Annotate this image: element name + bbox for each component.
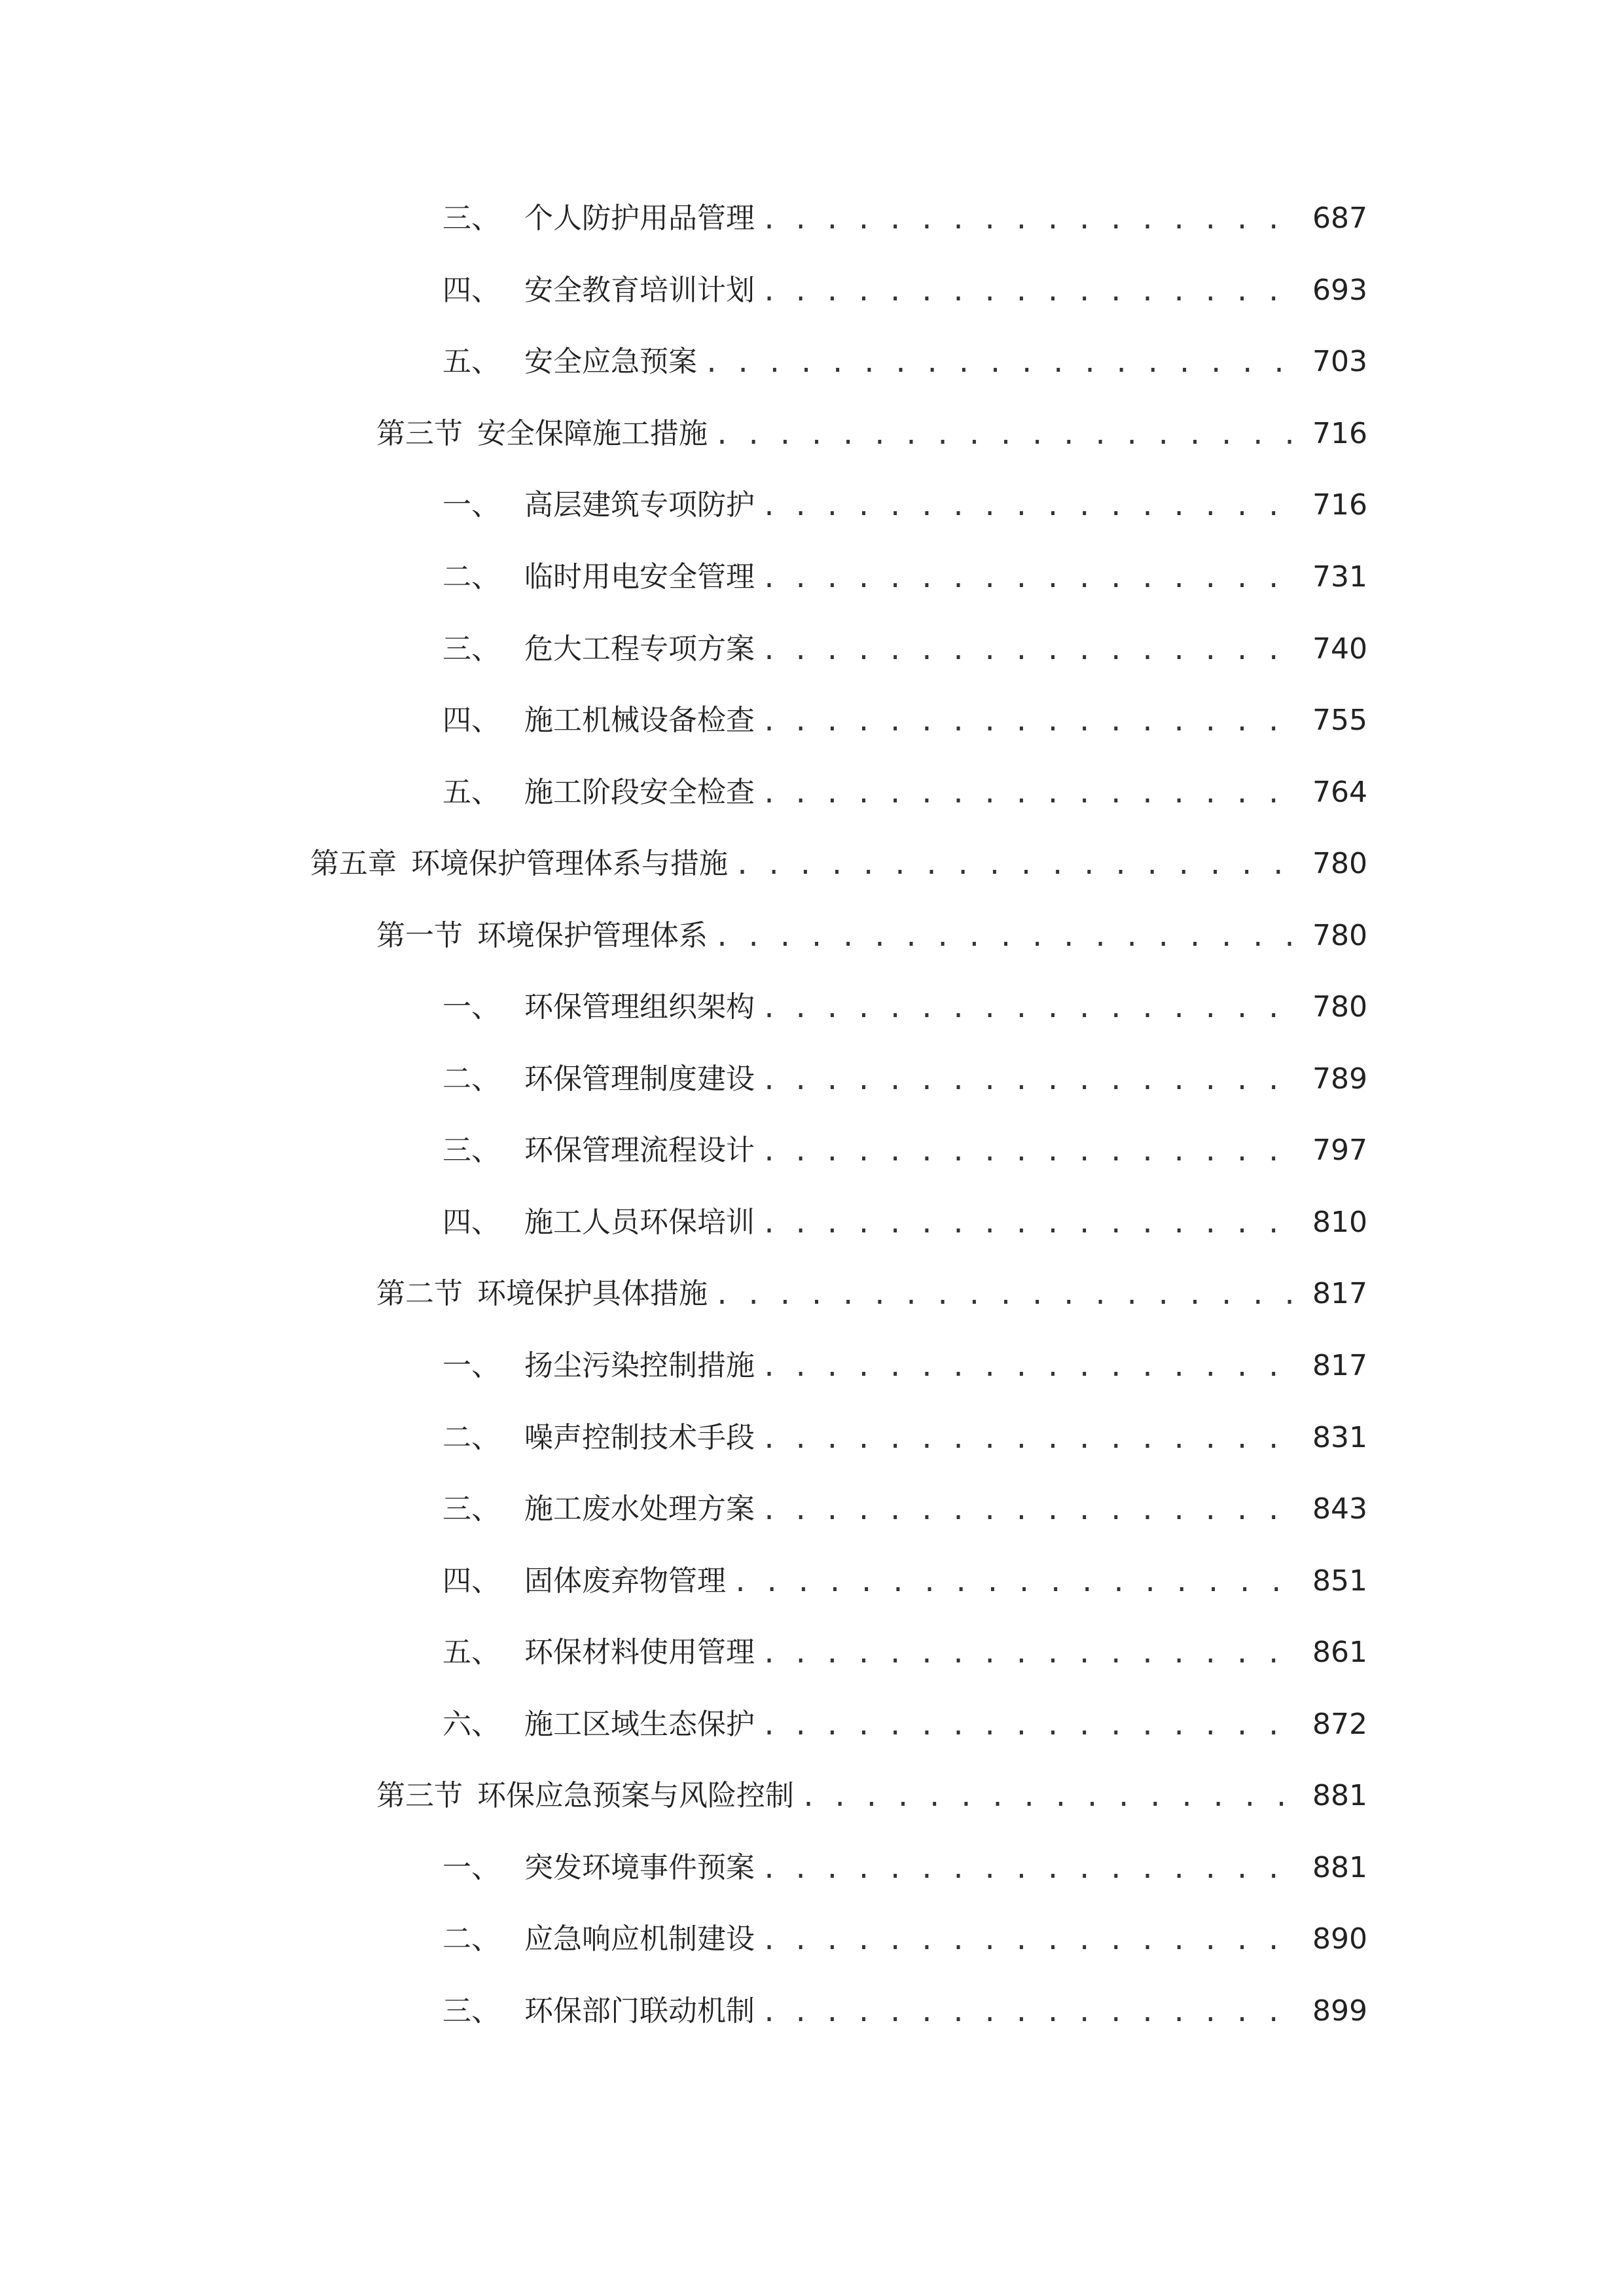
entry-page-number: 731 — [1312, 560, 1367, 594]
toc-entry[interactable] — [442, 1842, 1367, 1894]
entry-page-number: 890 — [1312, 1922, 1367, 1956]
entry-number: 四、 — [442, 704, 500, 737]
entry-title: 环保材料使用管理 — [524, 1636, 755, 1669]
entry-page-number: 881 — [1312, 1779, 1367, 1812]
entry-number: 五、 — [442, 1636, 500, 1669]
entry-title: 临时用电安全管理 — [524, 560, 755, 594]
entry-number: 四、 — [442, 1206, 500, 1239]
toc-entry[interactable] — [442, 623, 1367, 675]
entry-title: 安全应急预案 — [524, 345, 697, 378]
toc-entry[interactable] — [442, 336, 1367, 388]
entry-title: 噪声控制技术手段 — [524, 1421, 755, 1454]
dot-leader — [761, 696, 1303, 748]
entry-title: 施工阶段安全检查 — [524, 776, 755, 809]
entry-number: 四、 — [442, 1564, 500, 1598]
dot-leader — [761, 1054, 1303, 1107]
entry-title: 环境保护管理体系与措施 — [411, 847, 728, 880]
entry-title: 高层建筑专项防护 — [524, 488, 755, 522]
dot-leader — [714, 409, 1303, 461]
entry-number: 第一节 — [376, 919, 463, 952]
dot-leader — [761, 982, 1303, 1035]
toc-entry[interactable] — [442, 1483, 1367, 1535]
toc-entry-chapter[interactable] — [310, 838, 1367, 890]
toc-entry[interactable] — [442, 1985, 1367, 2037]
entry-number: 第三节 — [376, 1779, 463, 1812]
entry-number: 五、 — [442, 776, 500, 809]
dot-leader — [761, 480, 1303, 533]
entry-page-number: 789 — [1312, 1062, 1367, 1096]
entry-page-number: 740 — [1312, 632, 1367, 666]
entry-page-number: 861 — [1312, 1636, 1367, 1669]
entry-number: 一、 — [442, 488, 500, 522]
entry-title: 扬尘污染控制措施 — [524, 1349, 755, 1382]
entry-number: 六、 — [442, 1708, 500, 1741]
entry-number: 二、 — [442, 1062, 500, 1096]
entry-number: 二、 — [442, 560, 500, 594]
toc-entry[interactable] — [442, 551, 1367, 603]
entry-page-number: 810 — [1312, 1206, 1367, 1239]
entry-title: 环保应急预案与风险控制 — [477, 1779, 794, 1812]
toc-entry-section[interactable] — [376, 1770, 1367, 1822]
entry-number: 第三节 — [376, 417, 463, 450]
entry-title: 安全保障施工措施 — [477, 417, 708, 450]
dot-leader — [761, 768, 1303, 820]
entry-number: 二、 — [442, 1922, 500, 1956]
entry-title: 环保部门联动机制 — [524, 1994, 755, 2028]
toc-entry-section[interactable] — [376, 910, 1367, 962]
entry-page-number: 755 — [1312, 704, 1367, 737]
entry-page-number: 780 — [1312, 990, 1367, 1024]
toc-entry[interactable] — [442, 192, 1367, 245]
toc-entry[interactable] — [442, 1698, 1367, 1751]
toc-entry[interactable] — [442, 1555, 1367, 1607]
toc-entry[interactable] — [442, 1196, 1367, 1249]
dot-leader — [761, 1914, 1303, 1967]
entry-number: 三、 — [442, 1134, 500, 1167]
dot-leader — [761, 1126, 1303, 1178]
entry-number: 一、 — [442, 1349, 500, 1382]
entry-page-number: 687 — [1312, 202, 1367, 235]
toc-entry[interactable] — [442, 694, 1367, 747]
dot-leader — [761, 1700, 1303, 1752]
dot-leader — [732, 1556, 1303, 1609]
toc-entry[interactable] — [442, 1053, 1367, 1105]
dot-leader — [761, 1341, 1303, 1393]
entry-page-number: 716 — [1312, 488, 1367, 522]
entry-title: 安全教育培训计划 — [524, 274, 755, 307]
dot-leader — [714, 911, 1303, 963]
dot-leader — [761, 1413, 1303, 1465]
toc-entry[interactable] — [442, 479, 1367, 531]
toc-entry[interactable] — [442, 1913, 1367, 1965]
entry-number: 三、 — [442, 1492, 500, 1526]
toc-entry[interactable] — [442, 1626, 1367, 1679]
dot-leader — [761, 1484, 1303, 1537]
entry-number: 一、 — [442, 1851, 500, 1884]
toc-entry[interactable] — [442, 1412, 1367, 1464]
dot-leader — [761, 1843, 1303, 1895]
toc-entry[interactable] — [442, 1124, 1367, 1177]
entry-number: 第二节 — [376, 1277, 463, 1310]
entry-number: 四、 — [442, 274, 500, 307]
dot-leader — [761, 266, 1303, 318]
entry-title: 个人防护用品管理 — [524, 202, 755, 235]
entry-page-number: 872 — [1312, 1708, 1367, 1741]
entry-title: 固体废弃物管理 — [524, 1564, 726, 1598]
entry-title: 环保管理制度建设 — [524, 1062, 755, 1096]
toc-entry[interactable] — [442, 766, 1367, 819]
entry-number: 三、 — [442, 202, 500, 235]
entry-title: 施工机械设备检查 — [524, 704, 755, 737]
entry-page-number: 831 — [1312, 1421, 1367, 1454]
entry-title: 危大工程专项方案 — [524, 632, 755, 666]
entry-page-number: 881 — [1312, 1851, 1367, 1884]
dot-leader — [761, 552, 1303, 605]
entry-title: 施工废水处理方案 — [524, 1492, 755, 1526]
toc-entry-section[interactable] — [376, 408, 1367, 460]
entry-title: 突发环境事件预案 — [524, 1851, 755, 1884]
entry-title: 环境保护具体措施 — [477, 1277, 708, 1310]
toc-entry[interactable] — [442, 264, 1367, 317]
entry-number: 第五章 — [310, 847, 397, 880]
entry-page-number: 780 — [1312, 919, 1367, 952]
entry-title: 环境保护管理体系 — [477, 919, 708, 952]
entry-number: 三、 — [442, 632, 500, 666]
entry-page-number: 851 — [1312, 1564, 1367, 1598]
dot-leader — [761, 1986, 1303, 2039]
dot-leader — [761, 1198, 1303, 1250]
entry-page-number: 843 — [1312, 1492, 1367, 1526]
entry-number: 五、 — [442, 345, 500, 378]
entry-number: 二、 — [442, 1421, 500, 1454]
toc-entry[interactable] — [442, 1340, 1367, 1392]
entry-title: 施工区域生态保护 — [524, 1708, 755, 1741]
entry-page-number: 703 — [1312, 345, 1367, 378]
entry-title: 环保管理流程设计 — [524, 1134, 755, 1167]
entry-title: 环保管理组织架构 — [524, 990, 755, 1024]
entry-page-number: 899 — [1312, 1994, 1367, 2028]
toc-entry[interactable] — [442, 981, 1367, 1033]
entry-page-number: 764 — [1312, 776, 1367, 809]
entry-page-number: 817 — [1312, 1277, 1367, 1310]
entry-number: 三、 — [442, 1994, 500, 2028]
toc-entry-section[interactable] — [376, 1268, 1367, 1320]
entry-page-number: 817 — [1312, 1349, 1367, 1382]
entry-page-number: 797 — [1312, 1134, 1367, 1167]
entry-page-number: 780 — [1312, 847, 1367, 880]
dot-leader — [714, 1269, 1303, 1321]
entry-page-number: 716 — [1312, 417, 1367, 450]
dot-leader — [734, 839, 1303, 891]
dot-leader — [761, 1628, 1303, 1680]
entry-number: 一、 — [442, 990, 500, 1024]
dot-leader — [801, 1771, 1303, 1823]
dot-leader — [761, 624, 1303, 677]
entry-title: 应急响应机制建设 — [524, 1922, 755, 1956]
entry-title: 施工人员环保培训 — [524, 1206, 755, 1239]
entry-page-number: 693 — [1312, 274, 1367, 307]
dot-leader — [761, 194, 1303, 246]
dot-leader — [704, 337, 1303, 389]
